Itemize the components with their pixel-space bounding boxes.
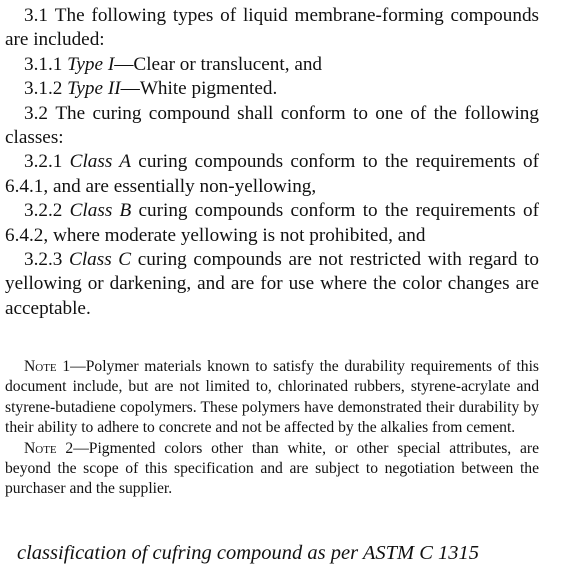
class-label: Class B [69, 200, 132, 222]
paragraph-text: —White pigmented. [120, 78, 278, 100]
paragraph-text: curing compounds are not restricted with regard to yellowing or darkening, and are for use where the color changes are acceptable. [5, 249, 540, 319]
note-2 [5, 439, 539, 500]
paragraph-text: curing compounds conform to the requirements of 6.4.2, where moderate yellowing is not prohibited, and [5, 200, 539, 246]
paragraph-text: curing compounds conform to the requirements of 6.4.1, and are essentially non-yellowing, [5, 151, 540, 197]
paragraph-3-2 [5, 102, 539, 151]
paragraph-number: 3.2.3 [24, 249, 63, 271]
paragraph-text: —Clear or translucent, and [114, 53, 323, 75]
paragraph-number: 3.1 [24, 5, 48, 26]
paragraph-number: 3.1.2 [24, 78, 63, 100]
paragraph-number: 3.2.2 [24, 200, 63, 222]
class-label: Class C [69, 249, 132, 271]
note-1 [5, 357, 539, 439]
paragraph-number: 3.2.1 [24, 151, 63, 173]
paragraph-number: 3.2 [24, 102, 48, 124]
paragraph-text: The following types of liquid membrane-forming compounds are included: [5, 5, 539, 51]
paragraph-3-2-1 [5, 150, 539, 199]
paragraph-number: 3.1.1 [24, 53, 63, 75]
paragraph-3-2-3 [5, 248, 539, 321]
type-label: Type II [67, 78, 121, 100]
image-caption: classification of cufring compound as per ASTM C 1315 [17, 542, 480, 564]
paragraph-3-1-1 [5, 53, 539, 77]
class-label: Class A [69, 151, 131, 173]
paragraph-text: The curing compound shall conform to one of the following classes: [5, 102, 539, 149]
notes-block [5, 357, 539, 500]
paragraph-3-2-2 [5, 199, 539, 248]
paragraph-3-1 [5, 4, 539, 53]
note-text: —Pigmented colors other than white, or other special attributes, are beyond the scope of this specification and are subject to negotiation between the purchaser and the supplier. [5, 439, 539, 498]
note-text: —Polymer materials known to satisfy the durability requirements of this document include, but are not limited to, chlorinated rubbers, styrene-acrylate and styrene-butadiene copolymers. These polymers have demonstrated their durability by their ability to adhere to concrete and not be affected by the alkalies from cement. [5, 358, 539, 437]
section-3-body [5, 4, 539, 321]
note-label: Note 2 [24, 439, 74, 457]
paragraph-3-1-2 [5, 77, 539, 101]
type-label: Type I [67, 53, 115, 75]
note-label: Note 1 [24, 358, 71, 375]
